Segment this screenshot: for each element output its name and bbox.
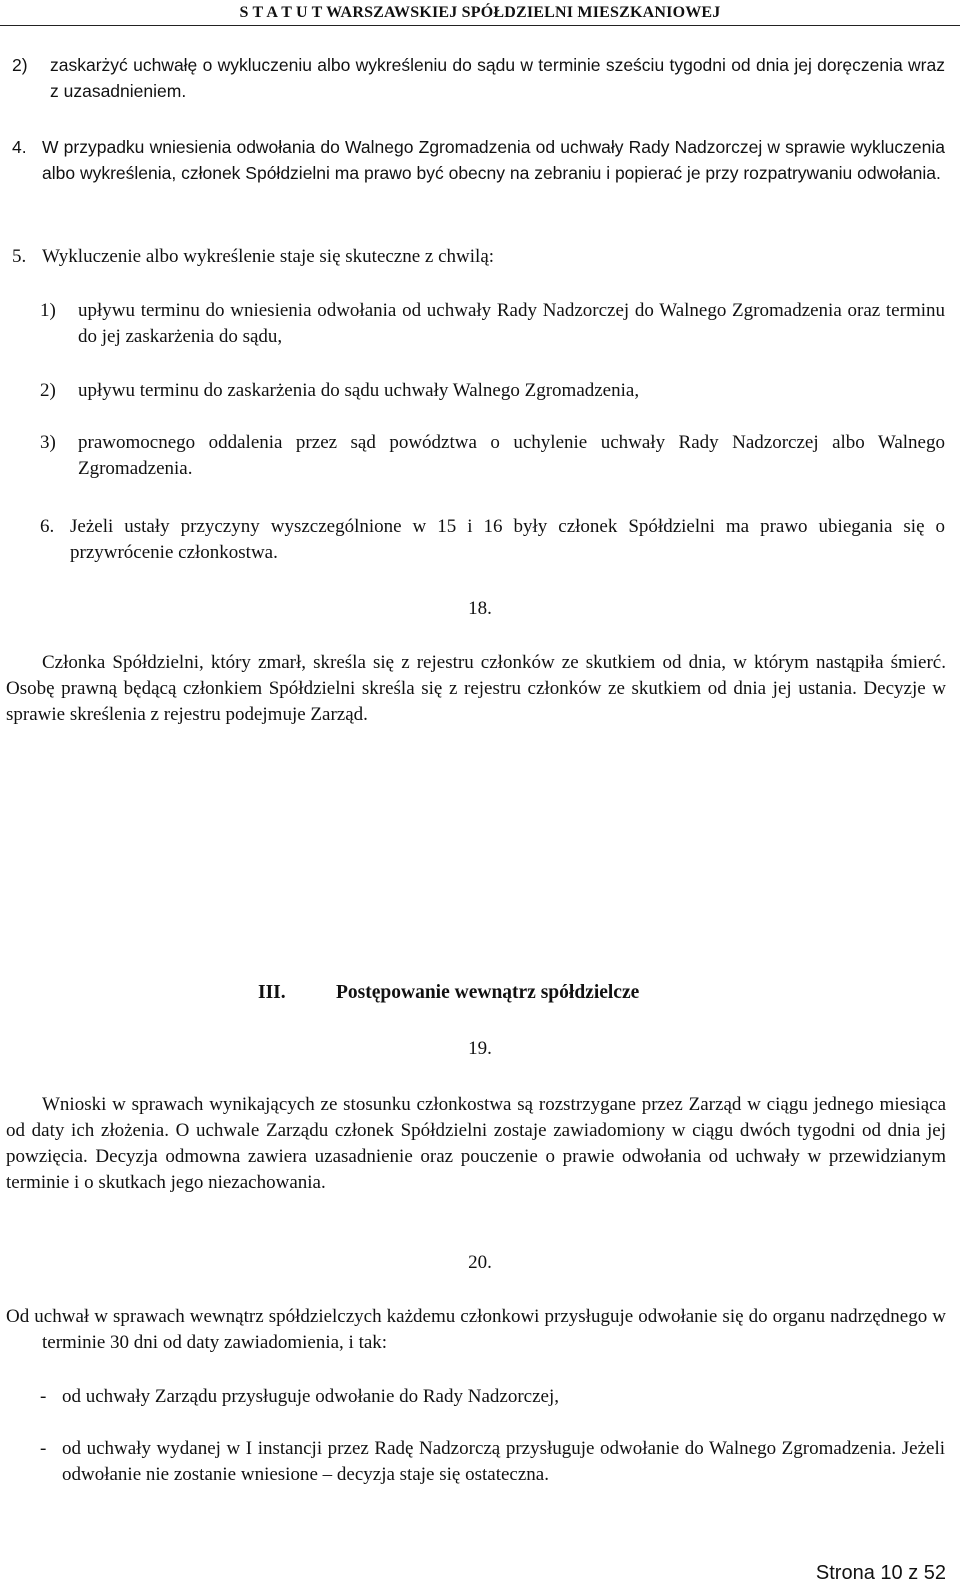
item-number: 6. [40, 516, 55, 537]
item-text: zaskarżyć uchwałę o wykluczeniu albo wykreśleniu do sądu w terminie sześciu tygodni od dnia jej doręczenia wraz z uzasadnieniem. [50, 55, 945, 101]
section-heading: 18. [468, 598, 492, 619]
bullet-dash: - [40, 1438, 47, 1459]
item-number: 2) [12, 55, 28, 75]
item-number: 2) [40, 380, 56, 401]
item-number: 3) [40, 432, 56, 453]
item-text: Jeżeli ustały przyczyny wyszczególnione w 15 i 16 były członek Spółdzielni ma prawo ubiegania się o przywrócenie członkostwa. [70, 516, 945, 563]
list-item [40, 514, 945, 566]
paragraph: Członka Spółdzielni, który zmarł, skreśla się z rejestru członków ze skutkiem od dnia, w którym nastąpiła śmierć. Osobę prawną będącą członkiem Spółdzielni skreśla się z rejestru członków ze skutkiem od dnia jej ustania. Decyzje w sprawie skreślenia z rejestru podejmuje Zarząd. [6, 652, 946, 725]
bullet-dash: - [40, 1386, 47, 1407]
item-text: W przypadku wniesienia odwołania do Walnego Zgromadzenia od uchwały Rady Nadzorczej w sprawie wykluczenia albo wykreślenia, członek Spółdzielni ma prawo być obecny na zebraniu i popierać je przy rozpatrywaniu odwołania. [42, 137, 945, 183]
bullet-text: od uchwały wydanej w I instancji przez Radę Nadzorczą przysługuje odwołanie do Walnego Zgromadzenia. Jeżeli odwołanie nie zostanie wniesione – decyzja staje się ostateczna. [62, 1438, 945, 1485]
item-text: upływu terminu do zaskarżenia do sądu uchwały Walnego Zgromadzenia, [78, 380, 640, 401]
item-text: prawomocnego oddalenia przez sąd powództwa o uchylenie uchwały Rady Nadzorczej albo Walnego Zgromadzenia. [78, 432, 945, 479]
list-item [12, 52, 945, 104]
list-item [12, 244, 945, 270]
item-text: Wykluczenie albo wykreślenie staje się skuteczne z chwilą: [42, 246, 495, 267]
item-number: 5. [12, 246, 27, 267]
bullet-item [40, 1436, 945, 1488]
running-header: S T A T U T WARSZAWSKIEJ SPÓŁDZIELNI MIESZKANIOWEJ [239, 4, 721, 21]
item-number: 4. [12, 137, 27, 157]
chapter-title: Postępowanie wewnątrz spółdzielcze [336, 982, 640, 1003]
paragraph: Od uchwał w sprawach wewnątrz spółdzielczych każdemu członkowi przysługuje odwołanie się do organu nadrzędnego w terminie 30 dni od daty zawiadomienia, i tak: [6, 1306, 946, 1353]
section-heading: 19. [468, 1038, 492, 1059]
page-number: Strona 10 z 52 [815, 1562, 946, 1584]
list-item [12, 134, 945, 186]
bullet-text: od uchwały Zarządu przysługuje odwołanie do Rady Nadzorczej, [62, 1386, 559, 1407]
paragraph: Wnioski w sprawach wynikających ze stosunku członkostwa są rozstrzygane przez Zarząd w ciągu jednego miesiąca od daty ich złożenia. O uchwale Zarządu członek Spółdzielni zostaje zawiadomiony w ciągu dwóch tygodni od dnia jej powzięcia. Decyzja odmowna zawiera uzasadnienie oraz pouczenie o prawie odwołania od uchwały w przewidzianym terminie i o skutkach jego niezachowania. [6, 1094, 946, 1193]
section-heading: 20. [468, 1252, 492, 1273]
chapter-number: III. [258, 982, 286, 1003]
list-item [40, 430, 945, 482]
list-item [40, 298, 945, 350]
header-rule [0, 25, 960, 26]
list-item [40, 378, 945, 404]
bullet-item [40, 1384, 945, 1410]
item-number: 1) [40, 300, 56, 321]
item-text: upływu terminu do wniesienia odwołania od uchwały Rady Nadzorczej do Walnego Zgromadzenia oraz terminu do jej zaskarżenia do sądu, [78, 300, 945, 347]
